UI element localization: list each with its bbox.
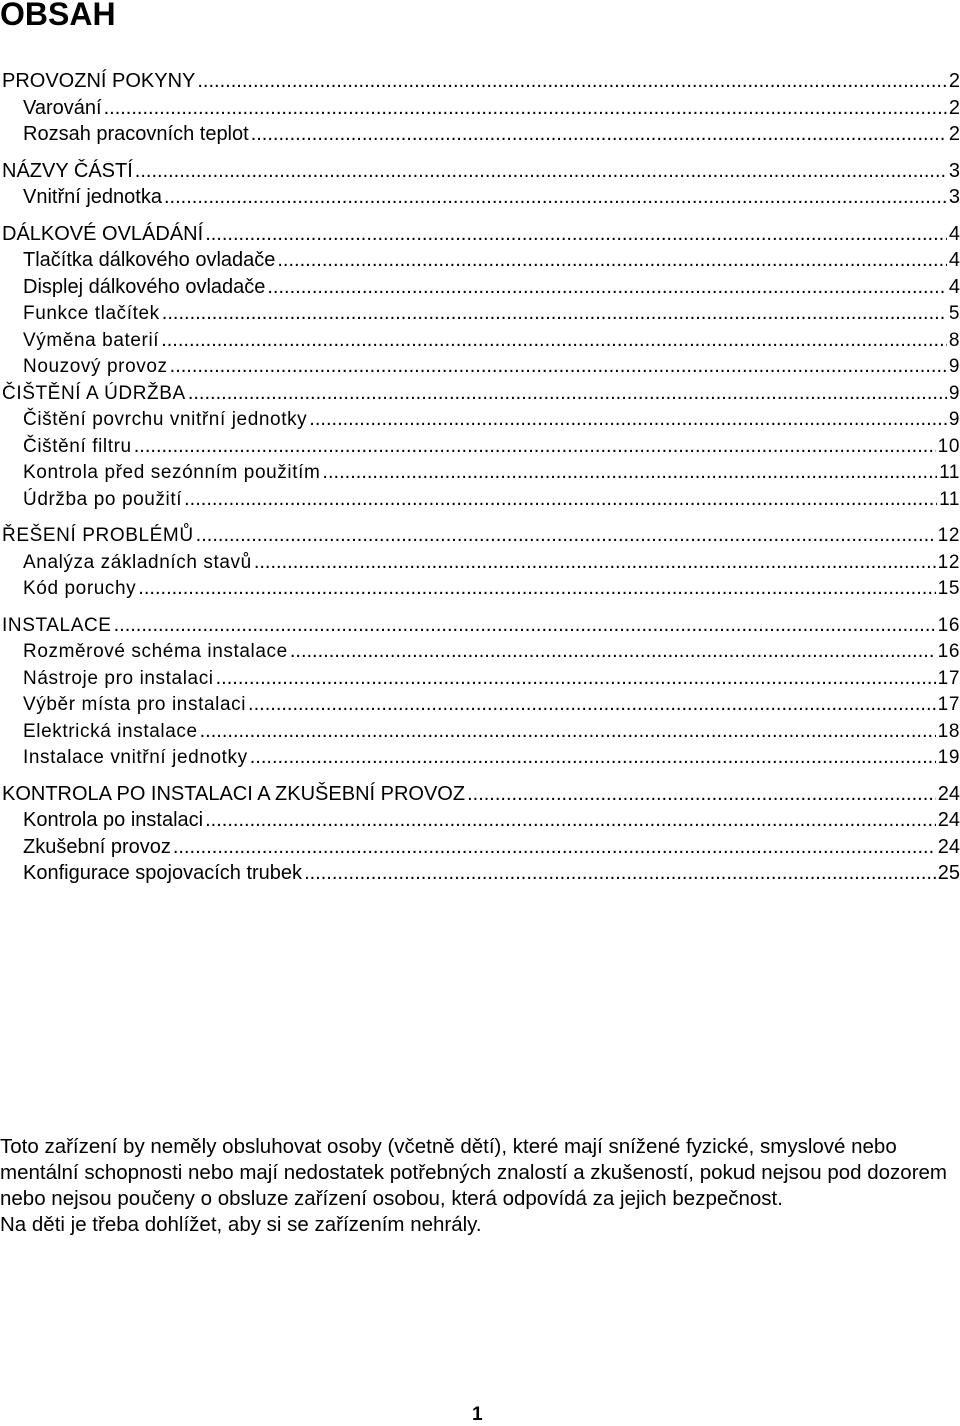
toc-entry-page: 4 — [948, 222, 960, 245]
toc-entry[interactable] — [2, 807, 960, 834]
toc-entry[interactable] — [2, 158, 960, 185]
toc-entry-page: 2 — [948, 70, 960, 92]
toc-entry-title: Výměna baterií — [23, 329, 160, 351]
toc-entry-page: 12 — [937, 525, 960, 546]
toc-entry-title: Funkce tlačítek — [23, 303, 160, 324]
table-of-contents — [2, 68, 960, 887]
toc-entry[interactable] — [2, 247, 960, 274]
toc-entry-title: Údržba po použití — [23, 488, 183, 510]
toc-entry-title: Tlačítka dálkového ovladače — [23, 249, 276, 271]
toc-entry-page: 24 — [937, 835, 960, 858]
toc-entry-title: INSTALACE — [2, 614, 112, 636]
toc-entry[interactable] — [2, 184, 960, 211]
toc-entry-title: Konfigurace spojovacích trubek — [23, 862, 303, 884]
toc-entry[interactable] — [2, 575, 960, 602]
toc-entry-page: 9 — [948, 382, 960, 404]
toc-entry[interactable] — [2, 68, 960, 95]
toc-entry-page: 24 — [937, 782, 960, 805]
toc-entry-title: Varování — [23, 96, 102, 119]
toc-entry[interactable] — [2, 860, 960, 887]
toc-entry-title: Kontrola po instalaci — [23, 809, 204, 831]
toc-entry[interactable] — [2, 327, 960, 354]
toc-entry[interactable] — [2, 121, 960, 148]
toc-entry[interactable] — [2, 638, 960, 665]
toc-entry-page: 4 — [948, 275, 960, 298]
page-number: 1 — [472, 1404, 483, 1425]
toc-entry[interactable] — [2, 549, 960, 576]
toc-entry-page: 18 — [937, 720, 960, 742]
toc-entry-title: NÁZVY ČÁSTÍ — [2, 159, 133, 182]
toc-entry-page: 2 — [948, 123, 960, 145]
toc-entry-title: Kontrola před sezónním použitím — [23, 462, 321, 483]
toc-entry-title: Zkušební provoz — [23, 835, 171, 858]
toc-entry-page: 4 — [948, 249, 960, 271]
toc-entry[interactable] — [2, 522, 960, 549]
toc-entry-title: ŘEŠENÍ PROBLÉMŮ — [2, 525, 194, 546]
toc-entry-page: 11 — [939, 488, 960, 510]
toc-entry[interactable] — [2, 95, 960, 122]
toc-entry[interactable] — [2, 744, 960, 771]
toc-entry-page: 5 — [948, 303, 960, 324]
toc-entry-title: Kód poruchy — [23, 578, 137, 599]
toc-entry[interactable] — [2, 300, 960, 327]
toc-entry[interactable] — [2, 380, 960, 407]
toc-entry-title: KONTROLA PO INSTALACI A ZKUŠEBNÍ PROVOZ — [2, 782, 466, 805]
toc-entry[interactable] — [2, 691, 960, 718]
safety-notice — [0, 1134, 958, 1238]
toc-entry[interactable] — [2, 274, 960, 301]
toc-entry-page: 9 — [948, 409, 960, 430]
toc-entry-page: 2 — [948, 96, 960, 119]
toc-entry-page: 3 — [948, 186, 960, 208]
toc-entry[interactable] — [2, 781, 960, 808]
toc-entry[interactable] — [2, 486, 960, 513]
toc-entry-title: Čištění povrchu vnitřní jednotky — [23, 409, 308, 430]
toc-entry[interactable] — [2, 433, 960, 460]
toc-entry-page: 19 — [937, 747, 960, 768]
toc-entry-page: 24 — [937, 809, 960, 831]
toc-entry[interactable] — [2, 353, 960, 380]
toc-entry-title: Elektrická instalace — [23, 720, 198, 742]
toc-entry-title: Analýza základních stavů — [23, 551, 252, 573]
toc-entry[interactable] — [2, 459, 960, 486]
toc-entry[interactable] — [2, 221, 960, 248]
toc-entry-title: Nástroje pro instalaci — [23, 667, 214, 689]
toc-entry-page: 16 — [937, 641, 960, 662]
page-title: OBSAH — [0, 0, 116, 32]
toc-entry-page: 10 — [937, 435, 960, 457]
toc-entry-title: Rozsah pracovních teplot — [23, 123, 249, 145]
toc-entry[interactable] — [2, 718, 960, 745]
toc-entry-page: 17 — [937, 667, 960, 689]
toc-entry-title: Displej dálkového ovladače — [23, 275, 266, 298]
toc-entry-page: 8 — [948, 329, 960, 351]
toc-entry-title: PROVOZNÍ POKYNY — [2, 70, 196, 92]
toc-entry-title: Rozměrové schéma instalace — [23, 641, 288, 662]
safety-notice-paragraph: Na děti je třeba dohlížet, aby si se zařízením nehrály. — [0, 1213, 482, 1236]
toc-entry-page: 11 — [939, 462, 960, 483]
toc-entry-title: ČIŠTĚNÍ A ÚDRŽBA — [2, 382, 186, 404]
toc-entry-page: 15 — [937, 578, 960, 599]
toc-entry-page: 12 — [937, 551, 960, 573]
toc-entry[interactable] — [2, 665, 960, 692]
toc-entry-title: DÁLKOVÉ OVLÁDÁNÍ — [2, 222, 204, 245]
toc-entry-title: Čištění filtru — [23, 435, 132, 457]
toc-entry-title: Vnitřní jednotka — [23, 186, 162, 208]
toc-entry[interactable] — [2, 612, 960, 639]
toc-entry-title: Instalace vnitřní jednotky — [23, 747, 248, 768]
toc-entry-page: 17 — [937, 694, 960, 715]
toc-entry-title: Nouzový provoz — [23, 356, 168, 377]
toc-entry[interactable] — [2, 834, 960, 861]
toc-entry-title: Výběr místa pro instalaci — [23, 694, 247, 715]
toc-entry-page: 9 — [948, 356, 960, 377]
toc-entry-page: 16 — [937, 614, 960, 636]
toc-entry[interactable] — [2, 406, 960, 433]
safety-notice-paragraph: Toto zařízení by neměly obsluhovat osoby (včetně dětí), které mají snížené fyzické, smyslové nebo mentální schopnosti nebo mají nedostatek potřebných znalostí a zkušeností, pokud nejsou pod dozorem nebo nejsou poučeny o obsluze zařízení osobou, která odpovídá za jejich bezpečnost. — [0, 1135, 948, 1210]
toc-entry-page: 3 — [948, 159, 960, 182]
toc-entry-page: 25 — [937, 862, 960, 884]
